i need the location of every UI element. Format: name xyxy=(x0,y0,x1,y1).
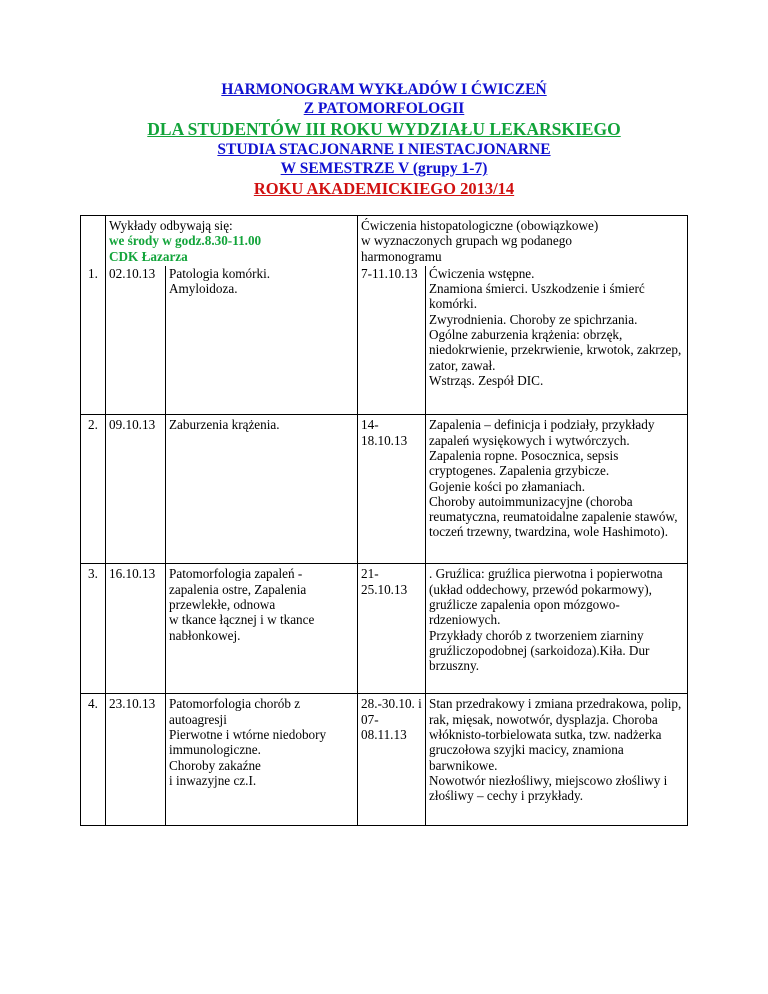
title-line-5: W SEMESTRZE V (grupy 1-7) xyxy=(280,160,488,177)
table-row xyxy=(81,564,688,694)
exercises-header-line-1: Ćwiczenia histopatologiczne (obowiązkowe) xyxy=(361,218,599,233)
title-line-6: ROKU AKADEMICKIEGO 2013/14 xyxy=(253,179,515,198)
lecture-topic: Patologia komórki. Amyloidoza. xyxy=(166,266,358,415)
table-header-row xyxy=(81,216,688,266)
row-number: 1. xyxy=(81,266,106,415)
exercise-date: 7-11.10.13 xyxy=(358,266,426,415)
lecture-date: 16.10.13 xyxy=(106,564,166,694)
row-number: 3. xyxy=(81,564,106,694)
lecture-topic: Zaburzenia krążenia. xyxy=(166,415,358,564)
exercises-header-line-2: w wyznaczonych grupach wg podanego xyxy=(361,233,572,249)
lectures-when: we środy w godz.8.30-11.00 xyxy=(109,233,262,249)
title-line-4: STUDIA STACJONARNE I NIESTACJONARNE xyxy=(217,141,551,158)
table-row xyxy=(81,415,688,564)
table-row xyxy=(81,266,688,415)
lecture-date: 02.10.13 xyxy=(106,266,166,415)
lectures-header-cell xyxy=(106,216,358,266)
exercises-header-line-3: harmonogramu xyxy=(361,248,442,264)
title-line-2: Z PATOMORFOLOGII xyxy=(303,100,465,117)
title-line-3: DLA STUDENTÓW III ROKU WYDZIAŁU LEKARSKIEGO xyxy=(147,119,621,139)
exercise-topic: Zapalenia – definicja i podziały, przykłady zapaleń wysiękowych i wytwórczych. Zapalenia ropne. Posocznica, sepsis cryptogenes. Zapalenia grzybicze. Gojenie kości po złamaniach. Choroby autoimmunizacyjne (choroba reumatyczna, reumatoidalne zapalenie stawów, toczeń trzewny, twardzina, wole Hashimoto). xyxy=(426,415,688,564)
document-header xyxy=(0,80,768,199)
row-number: 2. xyxy=(81,415,106,564)
row-number-cell xyxy=(81,216,106,266)
table-row xyxy=(81,694,688,826)
lecture-date: 23.10.13 xyxy=(106,694,166,826)
exercise-topic: Ćwiczenia wstępne. Znamiona śmierci. Uszkodzenie i śmierć komórki. Zwyrodnienia. Choroby ze spichrzania. Ogólne zaburzenia krążenia: obrzęk, niedokrwienie, przekrwienie, krwotok, zakrzep, zator, zawał. Wstrząs. Zespół DIC. xyxy=(426,266,688,415)
lecture-topic: Patomorfologia chorób z autoagresji Pierwotne i wtórne niedobory immunologiczne. Choroby zakaźne i inwazyjne cz.I. xyxy=(166,694,358,826)
exercises-header-cell xyxy=(358,216,688,266)
title-line-1: HARMONOGRAM WYKŁADÓW I ĆWICZEŃ xyxy=(221,81,547,98)
schedule-table xyxy=(80,215,688,826)
lecture-topic: Patomorfologia zapaleń - zapalenia ostre, Zapalenia przewlekłe, odnowa w tkance łącznej i w tkance nabłonkowej. xyxy=(166,564,358,694)
exercise-topic: Stan przedrakowy i zmiana przedrakowa, polip, rak, mięsak, nowotwór, dysplazja. Choroba włóknisto-torbielowata sutka, tzw. nadżerka gruczołowa szyjki macicy, znamiona barwnikowe. Nowotwór niezłośliwy, miejscowo złośliwy i złośliwy – cechy i przykłady. xyxy=(426,694,688,826)
lecture-date: 09.10.13 xyxy=(106,415,166,564)
exercise-date: 14-18.10.13 xyxy=(358,415,426,564)
row-number: 4. xyxy=(81,694,106,826)
lectures-where: CDK Łazarza xyxy=(109,248,188,264)
exercise-date: 21-25.10.13 xyxy=(358,564,426,694)
lectures-intro: Wykłady odbywają się: xyxy=(109,218,233,233)
exercise-topic: . Gruźlica: gruźlica pierwotna i popierwotna (układ oddechowy, przewód pokarmowy), gruźlicze zapalenia opon mózgowo-rdzeniowych. Przykłady chorób z tworzeniem ziarniny gruźliczopodobnej (sarkoidoza).Kiła. Dur brzuszny. xyxy=(426,564,688,694)
exercise-date: 28.-30.10. i 07-08.11.13 xyxy=(358,694,426,826)
